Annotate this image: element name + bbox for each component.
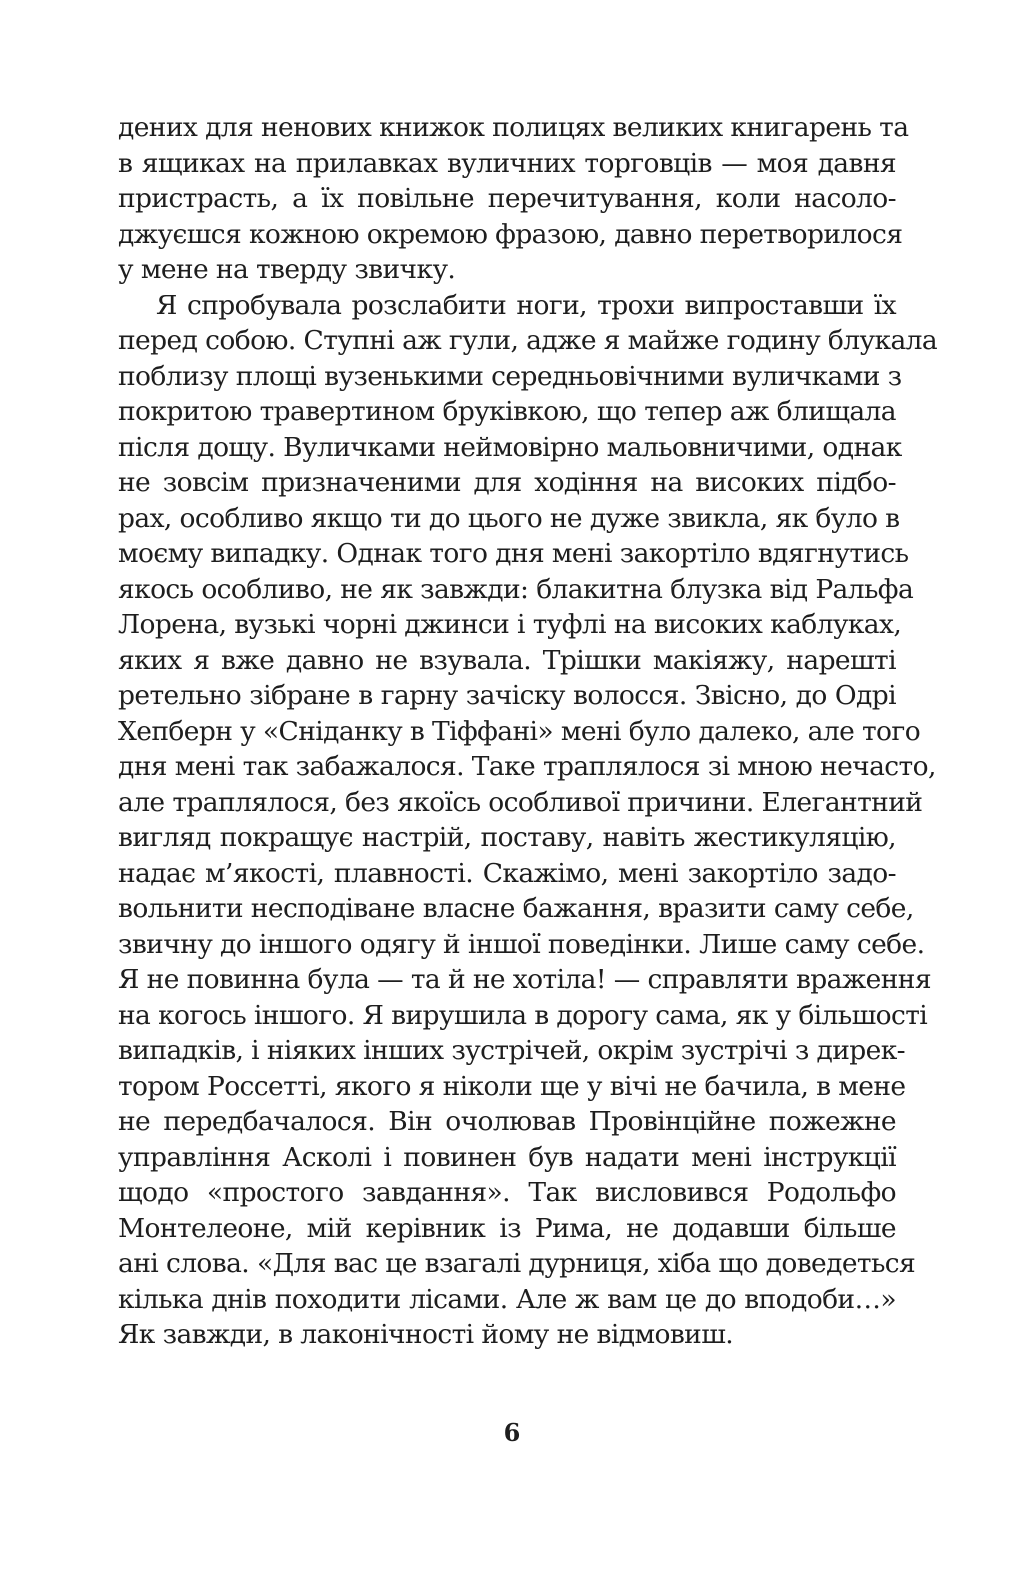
text-line: не зовсім призначеними для ходіння на високих підбо- [118,467,896,498]
text-line: яких я вже давно не взувала. Трішки макіяжу, нарешті [118,644,896,676]
text-line: не передбачалося. Він очолював Провінційне пожежне [118,1106,896,1137]
text-line: ані слова. «Для вас це взагалі дурниця, хіба що доведеться [118,1248,916,1279]
text-line: Монтелеоне, мій керівник із Рима, не додавши більше [118,1212,896,1244]
text-line: Як завжди, в лаконічності йому не відмовиш. [118,1319,734,1350]
paragraph-2 [118,288,938,1353]
text-line: щодо «простого завдання». Так висловився Родольфо [118,1177,896,1208]
text-line: моєму випадку. Однак того дня мені закортіло вдягнутись [118,538,909,569]
text-line: ретельно зібране в гарну зачіску волосся. Звісно, до Одрі [118,680,896,711]
page-number: 6 [503,1418,521,1447]
text-line: у мене на тверду звичку. [118,254,456,285]
text-line: якось особливо, не як завжди: блакитна блузка від Ральфа [118,573,914,605]
text-line: вигляд покращує настрій, поставу, навіть жестикуляцію, [118,822,896,853]
text-line: джуєшся кожною окремою фразою, давно перетворилося [118,218,903,250]
text-line: випадків, і ніяких інших зустрічей, окрім зустрічі з дирек- [118,1035,906,1066]
text-line: звичну до іншого одягу й іншої поведінки. Лише саму себе. [118,928,925,960]
text-line: в ящиках на прилавках вуличних торговців — моя давня [118,147,896,179]
text-line: Лорена, вузькі чорні джинси і туфлі на високих каблуках, [118,609,902,640]
text-line: але траплялося, без якоїсь особливої причини. Елегантний [118,786,923,818]
text-line: Я спробувала розслабити ноги, трохи випроставши їх [156,289,896,321]
text-line: покритою травертином бруківкою, що тепер аж блищала [118,396,896,427]
text-line: кілька днів походити лісами. Але ж вам це до вподоби…» [118,1283,896,1315]
text-line: Я не повинна була — та й не хотіла! — справляти враження [118,964,931,995]
text-line: дня мені так забажалося. Таке траплялося зі мною нечасто, [118,751,936,782]
text-line: поблизу площі вузенькими середньовічними вуличками з [118,360,902,392]
text-line: надає м’якості, плавності. Скажімо, мені закортіло задо- [118,857,896,889]
text-line: рах, особливо якщо ти до цього не дуже звикла, як було в [118,502,900,534]
page-body [118,110,938,1353]
text-line: управління Асколі і повинен був надати мені інструкції [118,1141,896,1173]
text-line: на когось іншого. Я вирушила в дорогу сама, як у більшості [118,999,928,1031]
text-line: пристрасть, а їх повільне перечитування, коли насоло- [118,183,896,214]
text-line: Хепберн у «Сніданку в Тіффані» мені було далеко, але того [118,715,921,747]
paragraph-1 [118,110,909,288]
text-line: після дощу. Вуличками неймовірно мальовничими, однак [118,431,902,463]
text-line: перед собою. Ступні аж гули, адже я майже годину блукала [118,325,938,356]
text-line: вольнити несподіване власне бажання, вразити саму себе, [118,893,914,924]
text-line: тором Россетті, якого я ніколи ще у вічі не бачила, в мене [118,1070,906,1102]
text-line: дених для ненових книжок полицях великих книгарень та [118,112,909,143]
